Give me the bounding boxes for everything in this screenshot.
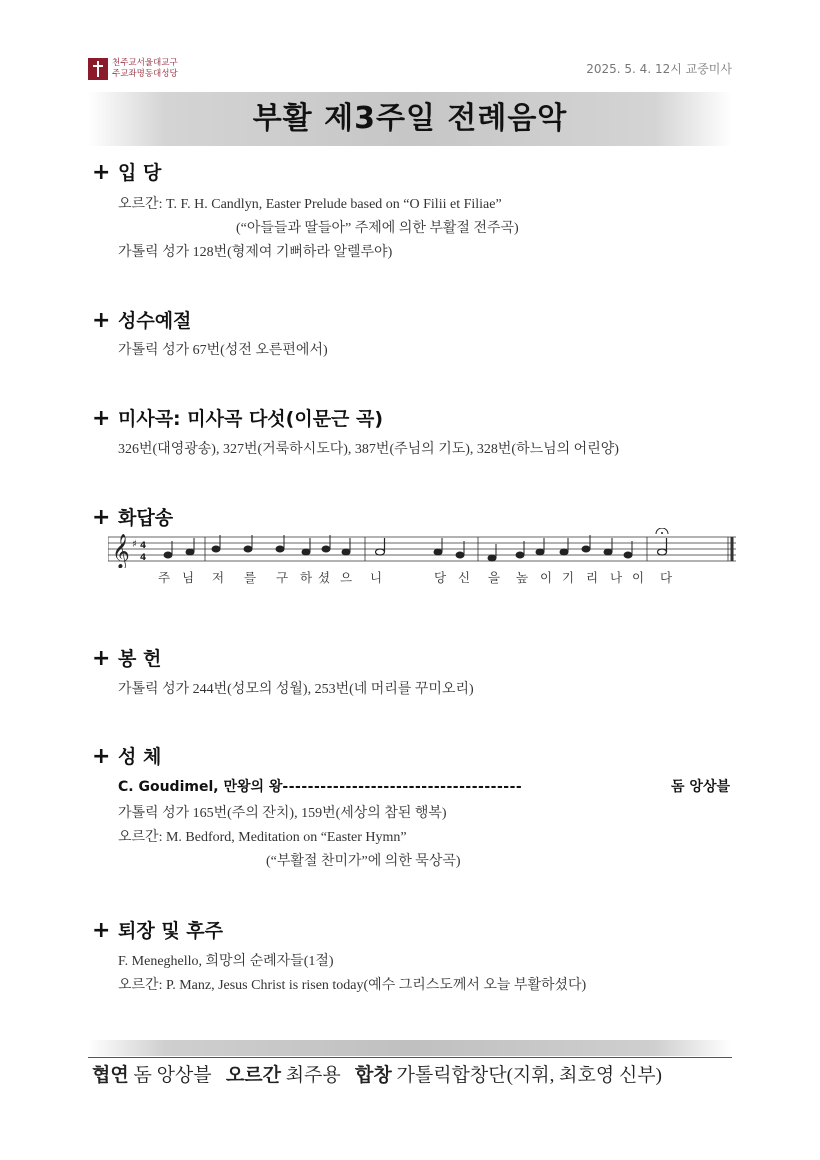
section-heading: 봉 헌 — [118, 648, 162, 670]
footer-value-ensemble: 돔 앙상블 — [133, 1065, 212, 1086]
mass-date: 2025. 5. 4. 12시 교중미사 — [586, 62, 732, 76]
dotted-leader: -------------------------------------- — [282, 779, 523, 795]
lyric-syllable: 하 — [300, 570, 313, 585]
lyric-syllable: 다 — [660, 570, 673, 585]
lyric-syllable: 리 — [586, 570, 599, 585]
treble-clef-icon: 𝄞 — [112, 534, 130, 568]
logo-line-1: 천주교서울대교구 — [112, 58, 178, 68]
section-mass — [92, 404, 383, 431]
section-entrance — [92, 158, 161, 185]
cathedral-logo-icon — [88, 58, 108, 80]
footer-label-organ: 오르간 — [225, 1064, 281, 1086]
section-heading: 성 체 — [118, 746, 162, 768]
plus-icon: + — [92, 505, 111, 530]
lyric-syllable: 이 — [540, 570, 553, 585]
footer-value-organ: 최주용 — [285, 1065, 341, 1086]
mass-parts: 326번(대영광송), 327번(거룩하시도다), 387번(주님의 기도), 328번(하느님의 어린양) — [118, 442, 619, 457]
lyric-syllable: 기 — [562, 570, 575, 585]
communion-organ: 오르간: M. Bedford, Meditation on “Easter Hymn” — [118, 830, 407, 845]
lyric-syllable: 저 — [212, 570, 225, 585]
section-heading: 화답송 — [118, 507, 174, 529]
page-title: 부활 제3주일 전례음악 — [252, 101, 568, 136]
time-signature-top: 4 — [140, 541, 147, 551]
plus-icon: + — [92, 308, 111, 333]
lyric-syllable: 니 — [370, 570, 383, 585]
section-offertory — [92, 644, 161, 671]
footer-banner — [88, 1040, 732, 1056]
lyric-syllable: 으 — [340, 570, 353, 585]
section-heading: 퇴장 및 후주 — [118, 920, 223, 942]
section-communion — [92, 742, 161, 769]
entrance-organ: 오르간: T. F. H. Candlyn, Easter Prelude based on “O Filii et Filiae” — [118, 197, 502, 212]
communion-choir — [118, 776, 730, 796]
lyric-syllable: 셨 — [318, 570, 331, 585]
plus-icon: + — [92, 744, 111, 769]
recessional-organ: 오르간: P. Manz, Jesus Christ is risen today(예수 그리스도께서 오늘 부활하셨다) — [118, 978, 587, 993]
communion-organ-note: (“부활절 찬미가”에 의한 묵상곡) — [266, 854, 461, 869]
footer-value-choir: 가톨릭합창단(지휘, 최호영 신부) — [396, 1065, 662, 1086]
lyric-syllable: 나 — [610, 570, 623, 585]
lyric-syllable: 높 — [516, 570, 529, 585]
performers-footer — [92, 1060, 662, 1087]
communion-choir-ensemble: 돔 앙상블 — [671, 779, 730, 795]
communion-choir-piece: C. Goudimel, 만왕의 왕 — [118, 779, 283, 795]
footer-divider — [88, 1057, 732, 1058]
lyric-syllable: 이 — [632, 570, 645, 585]
lyric-syllable: 님 — [182, 570, 195, 585]
logo-line-2: 주교좌명동대성당 — [112, 69, 178, 79]
psalm-lyrics — [150, 568, 690, 586]
lyric-syllable: 주 — [158, 570, 171, 585]
plus-icon: + — [92, 160, 111, 185]
time-signature-bottom: 4 — [140, 553, 147, 563]
sharp-icon: ♯ — [132, 539, 137, 550]
lyric-syllable: 를 — [244, 570, 257, 585]
communion-hymns: 가톨릭 성가 165번(주의 잔치), 159번(세상의 참된 행복) — [118, 806, 447, 821]
plus-icon: + — [92, 918, 111, 943]
sprinkling-hymn: 가톨릭 성가 67번(성전 오른편에서) — [118, 343, 328, 358]
entrance-hymn: 가톨릭 성가 128번(형제여 기뻐하라 알렐루야) — [118, 245, 393, 260]
lyric-syllable: 당 — [434, 570, 447, 585]
lyric-syllable: 구 — [276, 570, 289, 585]
cathedral-logo — [88, 58, 198, 80]
offertory-hymns: 가톨릭 성가 244번(성모의 성월), 253번(네 머리를 꾸미오리) — [118, 682, 474, 697]
psalm-staff — [108, 528, 740, 568]
section-heading: 입 당 — [118, 162, 162, 184]
section-sprinkling — [92, 306, 191, 333]
section-recessional — [92, 916, 223, 943]
lyric-syllable: 신 — [458, 570, 471, 585]
recessional-piece: F. Meneghello, 희망의 순례자들(1절) — [118, 954, 334, 969]
lyric-syllable: 을 — [488, 570, 501, 585]
section-heading: 성수예절 — [118, 310, 192, 332]
plus-icon: + — [92, 646, 111, 671]
section-heading: 미사곡: 미사곡 다섯(이문근 곡) — [118, 408, 384, 430]
plus-icon: + — [92, 406, 111, 431]
footer-label-ensemble: 협연 — [92, 1064, 129, 1086]
entrance-organ-note: (“아들들과 딸들아” 주제에 의한 부활절 전주곡) — [236, 221, 519, 236]
section-psalm — [92, 503, 173, 530]
footer-label-choir: 합창 — [355, 1064, 392, 1086]
